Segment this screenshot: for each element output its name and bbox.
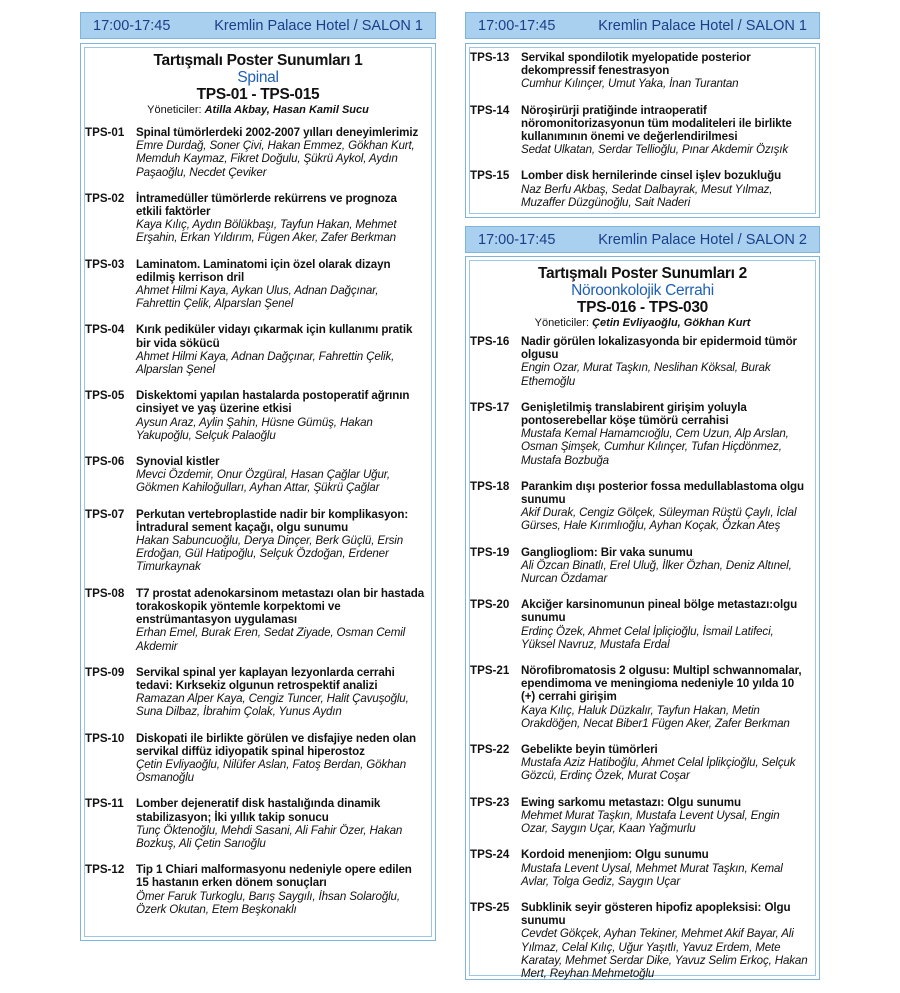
- poster-body: [521, 598, 809, 651]
- poster-body: [521, 901, 809, 980]
- poster-entry: [470, 169, 809, 209]
- poster-entry: [85, 258, 425, 311]
- poster-body: [136, 587, 425, 653]
- poster-title: Gebelikte beyin tümörleri: [521, 743, 658, 757]
- poster-authors: Kaya Kılıç, Aydın Bölükbaşı, Tayfun Hakan, Mehmet Erşahin, Erkan Yıldırım, Fügen Aker, Zafer Berkman: [136, 218, 397, 245]
- poster-code: TPS-22: [470, 743, 510, 757]
- poster-code: TPS-03: [85, 257, 125, 271]
- poster-title: Synovial kistler: [136, 455, 220, 469]
- poster-code: TPS-13: [470, 51, 510, 64]
- poster-title: Nadir görülen lokalizasyonda bir epidermoid tümör olgusu: [521, 335, 797, 362]
- poster-entry: [85, 863, 425, 916]
- poster-code: TPS-15: [470, 169, 510, 183]
- poster-title: Ewing sarkomu metastazı: Olgu sunumu: [521, 795, 741, 809]
- poster-body: [521, 480, 809, 533]
- poster-entry: [470, 901, 809, 980]
- moderators-names: Atilla Akbay, Hasan Kamil Sucu: [204, 104, 369, 116]
- poster-title: Servikal spondilotik myelopatide posterior dekompressif fenestrasyon: [521, 51, 751, 78]
- poster-body: [136, 192, 425, 245]
- poster-authors: Ahmet Hilmi Kaya, Aykan Ulus, Adnan Dağçınar, Fahrettin Çelik, Alparslan Şenel: [136, 284, 379, 311]
- session-moderators: [470, 316, 815, 331]
- poster-entry: [85, 389, 425, 442]
- poster-authors: Sedat Ulkatan, Serdar Tellioğlu, Pınar Akdemir Özışık: [521, 143, 788, 157]
- poster-authors: Ramazan Alper Kaya, Cengiz Tuncer, Halit Çavuşoğlu, Suna Dilbaz, İbrahim Çolak, Yunus Aydın: [136, 692, 409, 719]
- session-moderators: [85, 103, 431, 118]
- poster-code: TPS-16: [470, 335, 510, 348]
- left-session-heading: [85, 48, 431, 118]
- poster-code: TPS-05: [85, 389, 125, 403]
- poster-entry: [85, 666, 425, 719]
- moderators-label: Yöneticiler:: [534, 317, 590, 329]
- poster-code: TPS-14: [470, 103, 510, 117]
- session-time: 17:00-17:45: [478, 17, 556, 34]
- poster-title: Akciğer karsinomunun pineal bölge metastazı:olgu sunumu: [521, 598, 798, 625]
- poster-code: TPS-11: [85, 797, 124, 811]
- poster-authors: Engin Ozar, Murat Taşkın, Neslihan Köksal, Burak Ethemoğlu: [521, 361, 771, 388]
- poster-body: [136, 455, 425, 495]
- poster-code: TPS-21: [470, 664, 510, 678]
- right-bottom-session-heading: [470, 261, 815, 331]
- poster-entry: [470, 401, 809, 467]
- poster-body: [521, 401, 809, 467]
- left-session-inner: [84, 47, 432, 937]
- poster-authors: Akif Durak, Cengiz Gölçek, Süleyman Rüştü Çaylı, İclal Gürses, Hale Kırımlıoğlu, Ayhan Koçak, Özkan Ateş: [521, 506, 797, 533]
- session-time: 17:00-17:45: [478, 231, 556, 248]
- right-top-session-box: [465, 43, 820, 218]
- poster-body: [136, 389, 425, 442]
- poster-authors: Ömer Faruk Turkoglu, Barış Saygılı, İhsan Solaroğlu, Özerk Okutan, Etem Beşkonaklı: [136, 889, 400, 916]
- poster-title: Gangliogliom: Bir vaka sunumu: [521, 545, 693, 559]
- poster-code: TPS-09: [85, 665, 125, 679]
- poster-body: [521, 169, 809, 209]
- poster-title: Laminatom. Laminatomi için özel olarak dizayn edilmiş kerrison dril: [136, 257, 391, 284]
- moderators-label: Yöneticiler:: [147, 104, 202, 116]
- poster-body: [521, 796, 809, 836]
- session-venue: Kremlin Palace Hotel / SALON 2: [598, 231, 807, 248]
- poster-code: TPS-04: [85, 323, 125, 337]
- poster-code: TPS-23: [470, 795, 510, 809]
- left-session-box: [80, 43, 436, 941]
- poster-body: [521, 335, 809, 388]
- poster-body: [136, 732, 425, 785]
- poster-code: TPS-12: [85, 863, 125, 877]
- left-entry-list: [85, 126, 425, 929]
- session-title: Tartışmalı Poster Sunumları 2: [538, 265, 747, 282]
- poster-authors: Mehmet Murat Taşkın, Mustafa Levent Uysal, Engin Ozar, Saygın Uçar, Kaan Yağmurlu: [521, 808, 780, 836]
- session-venue: Kremlin Palace Hotel / SALON 1: [214, 17, 423, 34]
- poster-title: Perkutan vertebroplastide nadir bir komplikasyon: İntradural sement kaçağı, olgu sunumu: [136, 507, 409, 534]
- poster-title: Kordoid menenjiom: Olgu sunumu: [521, 848, 709, 862]
- session-subtitle: Nöroonkolojik Cerrahi: [571, 282, 714, 299]
- poster-entry: [470, 598, 809, 651]
- poster-authors: Mustafa Levent Uysal, Mehmet Murat Taşkın, Kemal Avlar, Tolga Gediz, Saygın Uçar: [521, 861, 783, 888]
- poster-body: [136, 126, 425, 179]
- poster-title: Nöroşirürji pratiğinde intraoperatif nöromonitorizasyonun tüm modaliteleri ile birlikte kullanımının önemi ve değerlendirilmesi: [521, 103, 792, 144]
- session-time: 17:00-17:45: [93, 17, 171, 34]
- poster-body: [136, 323, 425, 376]
- poster-authors: Naz Berfu Akbaş, Sedat Dalbayrak, Mesut Yılmaz, Muzaffer Düzgünoğlu, Sait Naderi: [521, 182, 773, 209]
- right-bottom-session-header: [465, 226, 820, 253]
- session-range: TPS-01 - TPS-015: [196, 86, 320, 103]
- poster-code: TPS-17: [470, 400, 510, 414]
- poster-authors: Cumhur Kılınçer, Umut Yaka, İnan Turantan: [521, 77, 739, 91]
- poster-authors: Tunç Öktenoğlu, Mehdi Sasani, Ali Fahir Özer, Hakan Bozkuş, Ali Çetin Sarıoğlu: [136, 823, 403, 850]
- moderators-names: Çetin Evliyaoğlu, Gökhan Kurt: [592, 317, 751, 329]
- poster-body: [521, 743, 809, 783]
- poster-title: Kırık pediküler vidayı çıkarmak için kullanımı pratik bir vida sökücü: [136, 323, 413, 350]
- poster-entry: [470, 796, 809, 836]
- poster-title: Tip 1 Chiari malformasyonu nedeniyle opere edilen 15 hastanın erken dönem sonuçları: [136, 863, 412, 890]
- poster-code: TPS-25: [470, 900, 510, 914]
- poster-body: [521, 664, 809, 730]
- poster-authors: Mevci Özdemir, Onur Özgüral, Hasan Çağlar Uğur, Gökmen Kahiloğulları, Ayhan Attar, Şükrü Çağlar: [136, 468, 390, 495]
- poster-entry: [470, 104, 809, 157]
- poster-entry: [85, 126, 425, 179]
- poster-authors: Hakan Sabuncuoğlu, Derya Dinçer, Berk Güçlü, Ersin Erdoğan, Gül Hatipoğlu, Selçuk Özdoğan, Erdener Timurkaynak: [136, 534, 404, 574]
- poster-authors: Ali Özcan Binatlı, Erel Uluğ, İlker Özhan, Deniz Altınel, Nurcan Özdamar: [521, 558, 792, 586]
- poster-title: Diskopati ile birlikte görülen ve disfajiye neden olan servikal diffüz idiyopatik spinal hiperostoz: [136, 731, 417, 758]
- poster-title: Servikal spinal yer kaplayan lezyonlarda cerrahi tedavi: Kırksekiz olgunun retrospektif analizi: [136, 665, 395, 692]
- poster-code: TPS-02: [85, 191, 125, 205]
- right-bottom-session-box: [465, 256, 820, 980]
- poster-title: Parankim dışı posterior fossa medullablastoma olgu sunumu: [521, 479, 804, 507]
- poster-entry: [85, 455, 425, 495]
- poster-entry: [470, 743, 809, 783]
- poster-authors: Emre Durdağ, Soner Çivi, Hakan Emmez, Gökhan Kurt, Memduh Kaymaz, Fikret Doğulu, Şükrü Aykol, Aydın Paşaoğlu, Necdet Çeviker: [136, 139, 415, 179]
- poster-body: [521, 546, 809, 586]
- poster-entry: [85, 323, 425, 376]
- poster-entry: [85, 587, 425, 653]
- poster-code: TPS-08: [85, 586, 125, 600]
- poster-code: TPS-01: [85, 126, 125, 139]
- poster-body: [521, 848, 809, 888]
- poster-entry: [470, 335, 809, 388]
- session-subtitle: Spinal: [237, 69, 279, 86]
- poster-authors: Erdinç Özek, Ahmet Celal İpliçioğlu, İsmail Latifeci, Yüksel Navruz, Mustafa Erdal: [521, 624, 774, 651]
- poster-body: [136, 666, 425, 719]
- poster-entry: [85, 508, 425, 574]
- poster-code: TPS-07: [85, 507, 125, 521]
- poster-code: TPS-10: [85, 731, 125, 745]
- session-range: TPS-016 - TPS-030: [576, 299, 708, 316]
- poster-body: [136, 863, 425, 916]
- poster-entry: [470, 51, 809, 91]
- session-title: Tartışmalı Poster Sunumları 1: [153, 52, 363, 69]
- poster-authors: Mustafa Aziz Hatiboğlu, Ahmet Celal İplikçioğlu, Selçuk Gözcü, Erdinç Özek, Murat Coşar: [521, 756, 796, 783]
- poster-entry: [85, 192, 425, 245]
- poster-title: Lomber dejeneratif disk hastalığında dinamik stabilizasyon; İki yıllık takip sonucu: [136, 797, 381, 824]
- poster-entry: [470, 546, 809, 586]
- poster-authors: Kaya Kılıç, Haluk Düzkalır, Tayfun Hakan, Metin Orakdöğen, Necat Biber1 Fügen Aker, Zafer Berkman: [521, 703, 790, 730]
- right-top-session-header: [465, 12, 820, 39]
- poster-entry: [85, 797, 425, 850]
- poster-title: Nörofibromatosis 2 olgusu: Multipl schwannomalar, ependimoma ve meningioma nedeniyle 10 yılda 10 (+) cerrahi girişim: [521, 664, 802, 704]
- poster-authors: Mustafa Kemal Hamamcıoğlu, Cem Uzun, Alp Arslan, Osman Şimşek, Cumhur Kılınçer, Tufan Hiçdönmez, Mustafa Bozbuğa: [521, 427, 789, 467]
- poster-authors: Ahmet Hilmi Kaya, Adnan Dağçınar, Fahrettin Çelik, Alparslan Şenel: [136, 349, 395, 377]
- poster-code: TPS-18: [470, 479, 510, 493]
- poster-code: TPS-06: [85, 455, 125, 469]
- poster-authors: Çetin Evliyaoğlu, Nilüfer Aslan, Fatoş Berdan, Gökhan Osmanoğlu: [136, 757, 407, 785]
- poster-title: T7 prostat adenokarsinom metastazı olan bir hastada torakoskopik yöntemle korpektomi ve enstrümantasyon uygulaması: [136, 586, 425, 627]
- poster-title: Subklinik seyir gösteren hipofiz apopleksisi: Olgu sunumu: [521, 900, 791, 928]
- poster-code: TPS-24: [470, 848, 510, 862]
- poster-body: [521, 104, 809, 157]
- poster-title: Diskektomi yapılan hastalarda postoperatif ağrının cinsiyet ve yaş üzerine etkisi: [136, 389, 410, 416]
- poster-entry: [470, 480, 809, 533]
- right-top-entry-list: [470, 51, 809, 222]
- poster-title: Genişletilmiş translabirent girişim yoluyla pontoserebellar köşe tümörü cerrahisi: [521, 400, 747, 428]
- poster-title: İntramedüller tümörlerde rekürrens ve prognoza etkili faktörler: [136, 191, 397, 219]
- poster-entry: [470, 664, 809, 730]
- poster-authors: Aysun Araz, Aylin Şahin, Hüsne Gümüş, Hakan Yakupoğlu, Selçuk Palaoğlu: [136, 415, 373, 442]
- poster-entry: [85, 732, 425, 785]
- poster-code: TPS-20: [470, 598, 510, 612]
- poster-body: [136, 508, 425, 574]
- poster-authors: Cevdet Gökçek, Ayhan Tekiner, Mehmet Akif Bayar, Ali Yılmaz, Celal Kılıç, Uğur Yaşıtlı, Yavuz Erdem, Mete Karatay, Mehmet Serdar Dike, Yavuz Selim Erkoç, Hakan Mert, Reyhan Mehmetoğlu: [521, 927, 808, 980]
- poster-entry: [470, 848, 809, 888]
- poster-body: [136, 258, 425, 311]
- right-top-session-inner: [469, 47, 816, 214]
- poster-code: TPS-19: [470, 545, 510, 559]
- session-venue: Kremlin Palace Hotel / SALON 1: [598, 17, 807, 34]
- poster-title: Spinal tümörlerdeki 2002-2007 yılları deneyimlerimiz: [136, 126, 419, 139]
- left-session-header: [80, 12, 436, 39]
- poster-body: [521, 51, 809, 91]
- poster-title: Lomber disk hernilerinde cinsel işlev bozukluğu: [521, 169, 782, 183]
- poster-body: [136, 797, 425, 850]
- poster-authors: Erhan Emel, Burak Eren, Sedat Ziyade, Osman Cemil Akdemir: [136, 626, 406, 653]
- right-bottom-session-inner: [469, 260, 816, 980]
- right-bottom-entry-list: [470, 335, 809, 993]
